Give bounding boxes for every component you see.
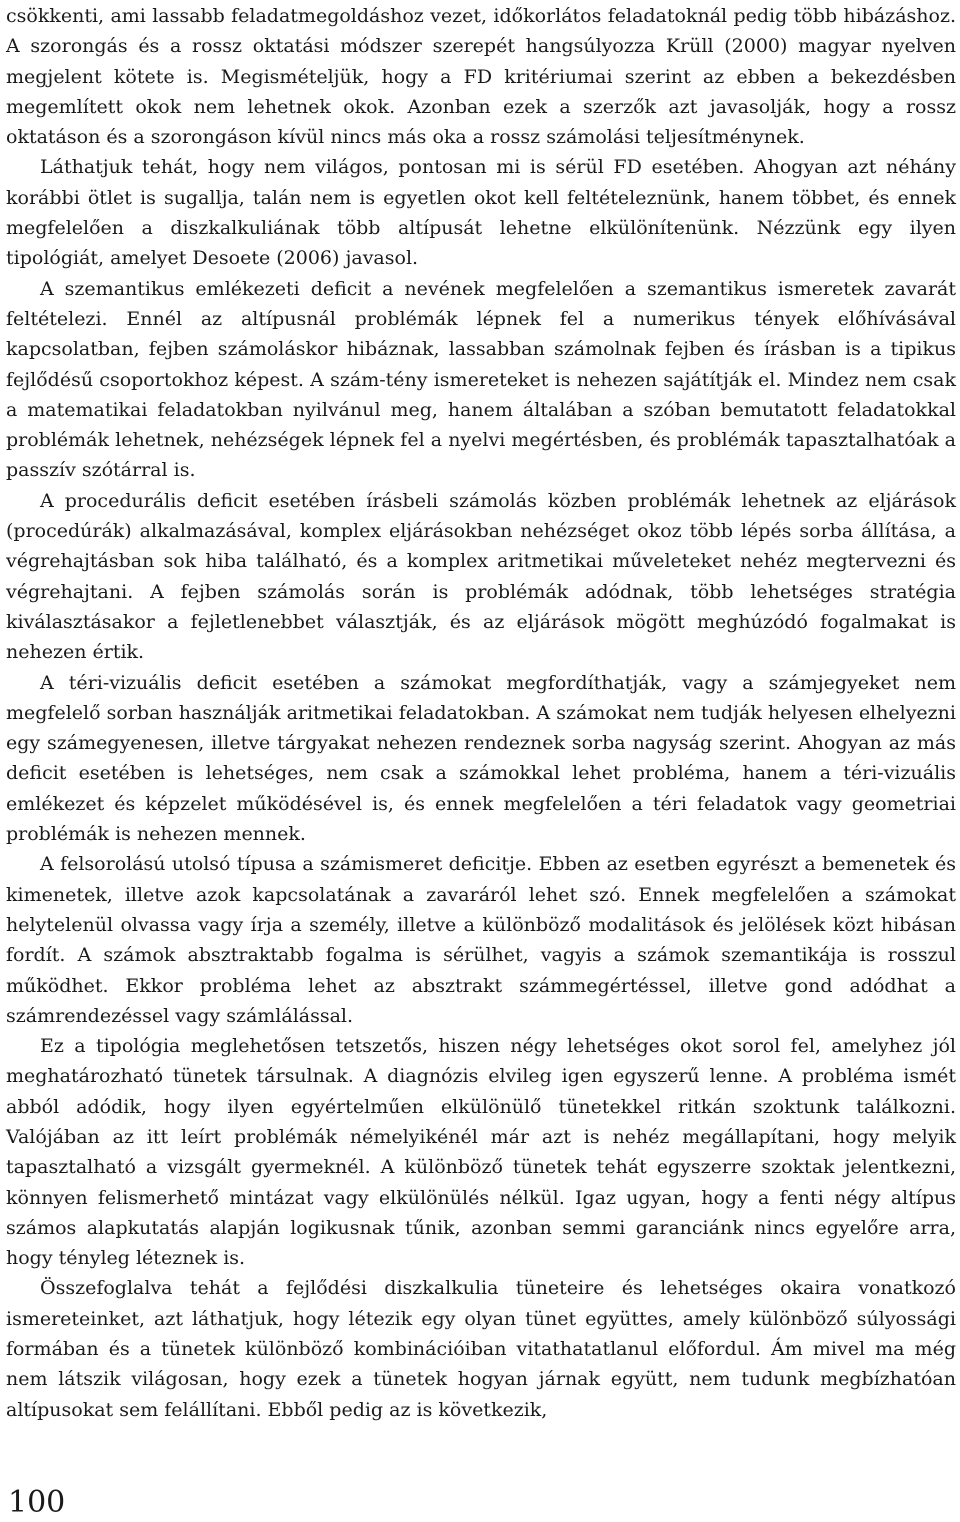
paragraph: A felsorolású utolsó típusa a számismeret deficitje. Ebben az esetben egyrészt a bemenetek és kimenetek, illetve azok kapcsolatának a zavaráról lehet szó. Ennek megfelelően a számokat helytelenül olvassa vagy írja a személy, illetve a különböző modalitások és jelölések közt hibásan fordít. A számok absztraktabb fogalma is sérülhet, vagyis a számok szemantikája is rosszul működhet. Ekkor probléma lehet az absztrakt számmegértéssel, illetve gond adódhat a számrendezéssel vagy számlálással. xyxy=(6,853,956,1027)
paragraph: A szemantikus emlékezeti deficit a nevének megfelelően a szemantikus ismeretek zavarát feltételezi. Ennél az altípusnál problémák lépnek fel a numerikus tények előhívásával kapcsolatban, fejben számoláskor hibáznak, lassabban számolnak fejben és írásban is a tipikus fejlődésű csoportokhoz képest. A szám-tény ismereteket is nehezen sajátítják el. Mindez nem csak a matematikai feladatokban nyilvánul meg, hanem általában a szóban bemutatott feladatokkal problémák lehetnek, nehézségek lépnek fel a nyelvi megértésben, és problémák tapasztalhatóak a passzív szótárral is. xyxy=(6,277,956,482)
paragraph: Összefoglalva tehát a fejlődési diszkalkulia tüneteire és lehetséges okaira vonatkozó ismereteinket, azt láthatjuk, hogy létezik egy olyan tünet együttes, amely különböző súlyossági formában és a tünetek különböző kombinációiban vitathatatlanul előfordul. Ám mivel ma még nem látszik világosan, hogy ezek a tünetek hogyan járnak együtt, nem tudunk megbízhatóan altípusokat sem felállítani. Ebből pedig az is következik, xyxy=(6,1277,956,1421)
paragraph: Láthatjuk tehát, hogy nem világos, pontosan mi is sérül FD esetében. Ahogyan azt néhány korábbi ötlet is sugallja, talán nem is egyetlen okot kell feltételeznünk, hanem többet, és ennek megfelelően a diszkalkuliának több altípusát lehetne elkülönítenünk. Nézzünk egy ilyen tipológiát, amelyet Desoete (2006) javasol. xyxy=(6,156,956,270)
paragraph: A procedurális deficit esetében írásbeli számolás közben problémák lehetnek az eljárások (procedúrák) alkalmazásával, komplex eljárásokban nehézséget okoz több lépés sorba állítása, a végrehajtásban sok hiba található, és a komplex aritmetikai műveleteket nehéz megtervezni és végrehajtani. A fejben számolás során is problémák adódnak, több lehetséges stratégia kiválasztásakor a fejletlenebbet választják, és az eljárások mögött meghúzódó fogalmakat is nehezen értik. xyxy=(6,489,956,664)
page-number: 100 xyxy=(8,1485,66,1520)
paragraph: Ez a tipológia meglehetősen tetszetős, hiszen négy lehetséges okot sorol fel, amelyhez jól meghatározható tünetek társulnak. A diagnózis elvileg igen egyszerű lenne. A probléma ismét abból adódik, hogy ilyen egyértelműen elkülönülő tünetekkel ritkán szoktunk találkozni. Valójában az itt leírt problémák némelyikénél már azt is nehéz megállapítani, hogy melyik tapasztalható a vizsgált gyermeknél. A különböző tünetek tehát egyszerre szoktak jelentkezni, könnyen felismerhető mintázat vagy elkülönülés nélkül. Igaz ugyan, hogy a fenti négy altípus számos alapkutatás alapján logikusnak tűnik, azonban semmi garanciánk nincs egyelőre arra, hogy tényleg léteznek is. xyxy=(6,1035,956,1270)
body-text xyxy=(6,0,956,1425)
paragraph: A téri-vizuális deficit esetében a számokat megfordíthatják, vagy a számjegyeket nem megfelelő sorban használják aritmetikai feladatokban. A számokat nem tudják helyesen elhelyezni egy számegyenesen, illetve tárgyakat nehezen rendeznek sorba nagyság szerint. Ahogyan az más deficit esetében is lehetséges, nem csak a számokkal lehet probléma, hanem a téri-vizuális emlékezet és képzelet működésével is, és ennek megfelelően a téri feladatok vagy geometriai problémák is nehezen mennek. xyxy=(6,671,956,846)
paragraph: csökkenti, ami lassabb feladatmegoldáshoz vezet, időkorlátos feladatoknál pedig több hibázáshoz. A szorongás és a rossz oktatási módszer szerepét hangsúlyozza Krüll (2000) magyar nyelven megjelent kötete is. Megismételjük, hogy a FD kritériumai szerint az ebben a bekezdésben megemlített okok nem lehetnek okok. Azonban ezek a szerzők azt javasolják, hogy a rossz oktatáson és a szorongáson kívül nincs más oka a rossz számolási teljesítménynek. xyxy=(6,5,956,149)
